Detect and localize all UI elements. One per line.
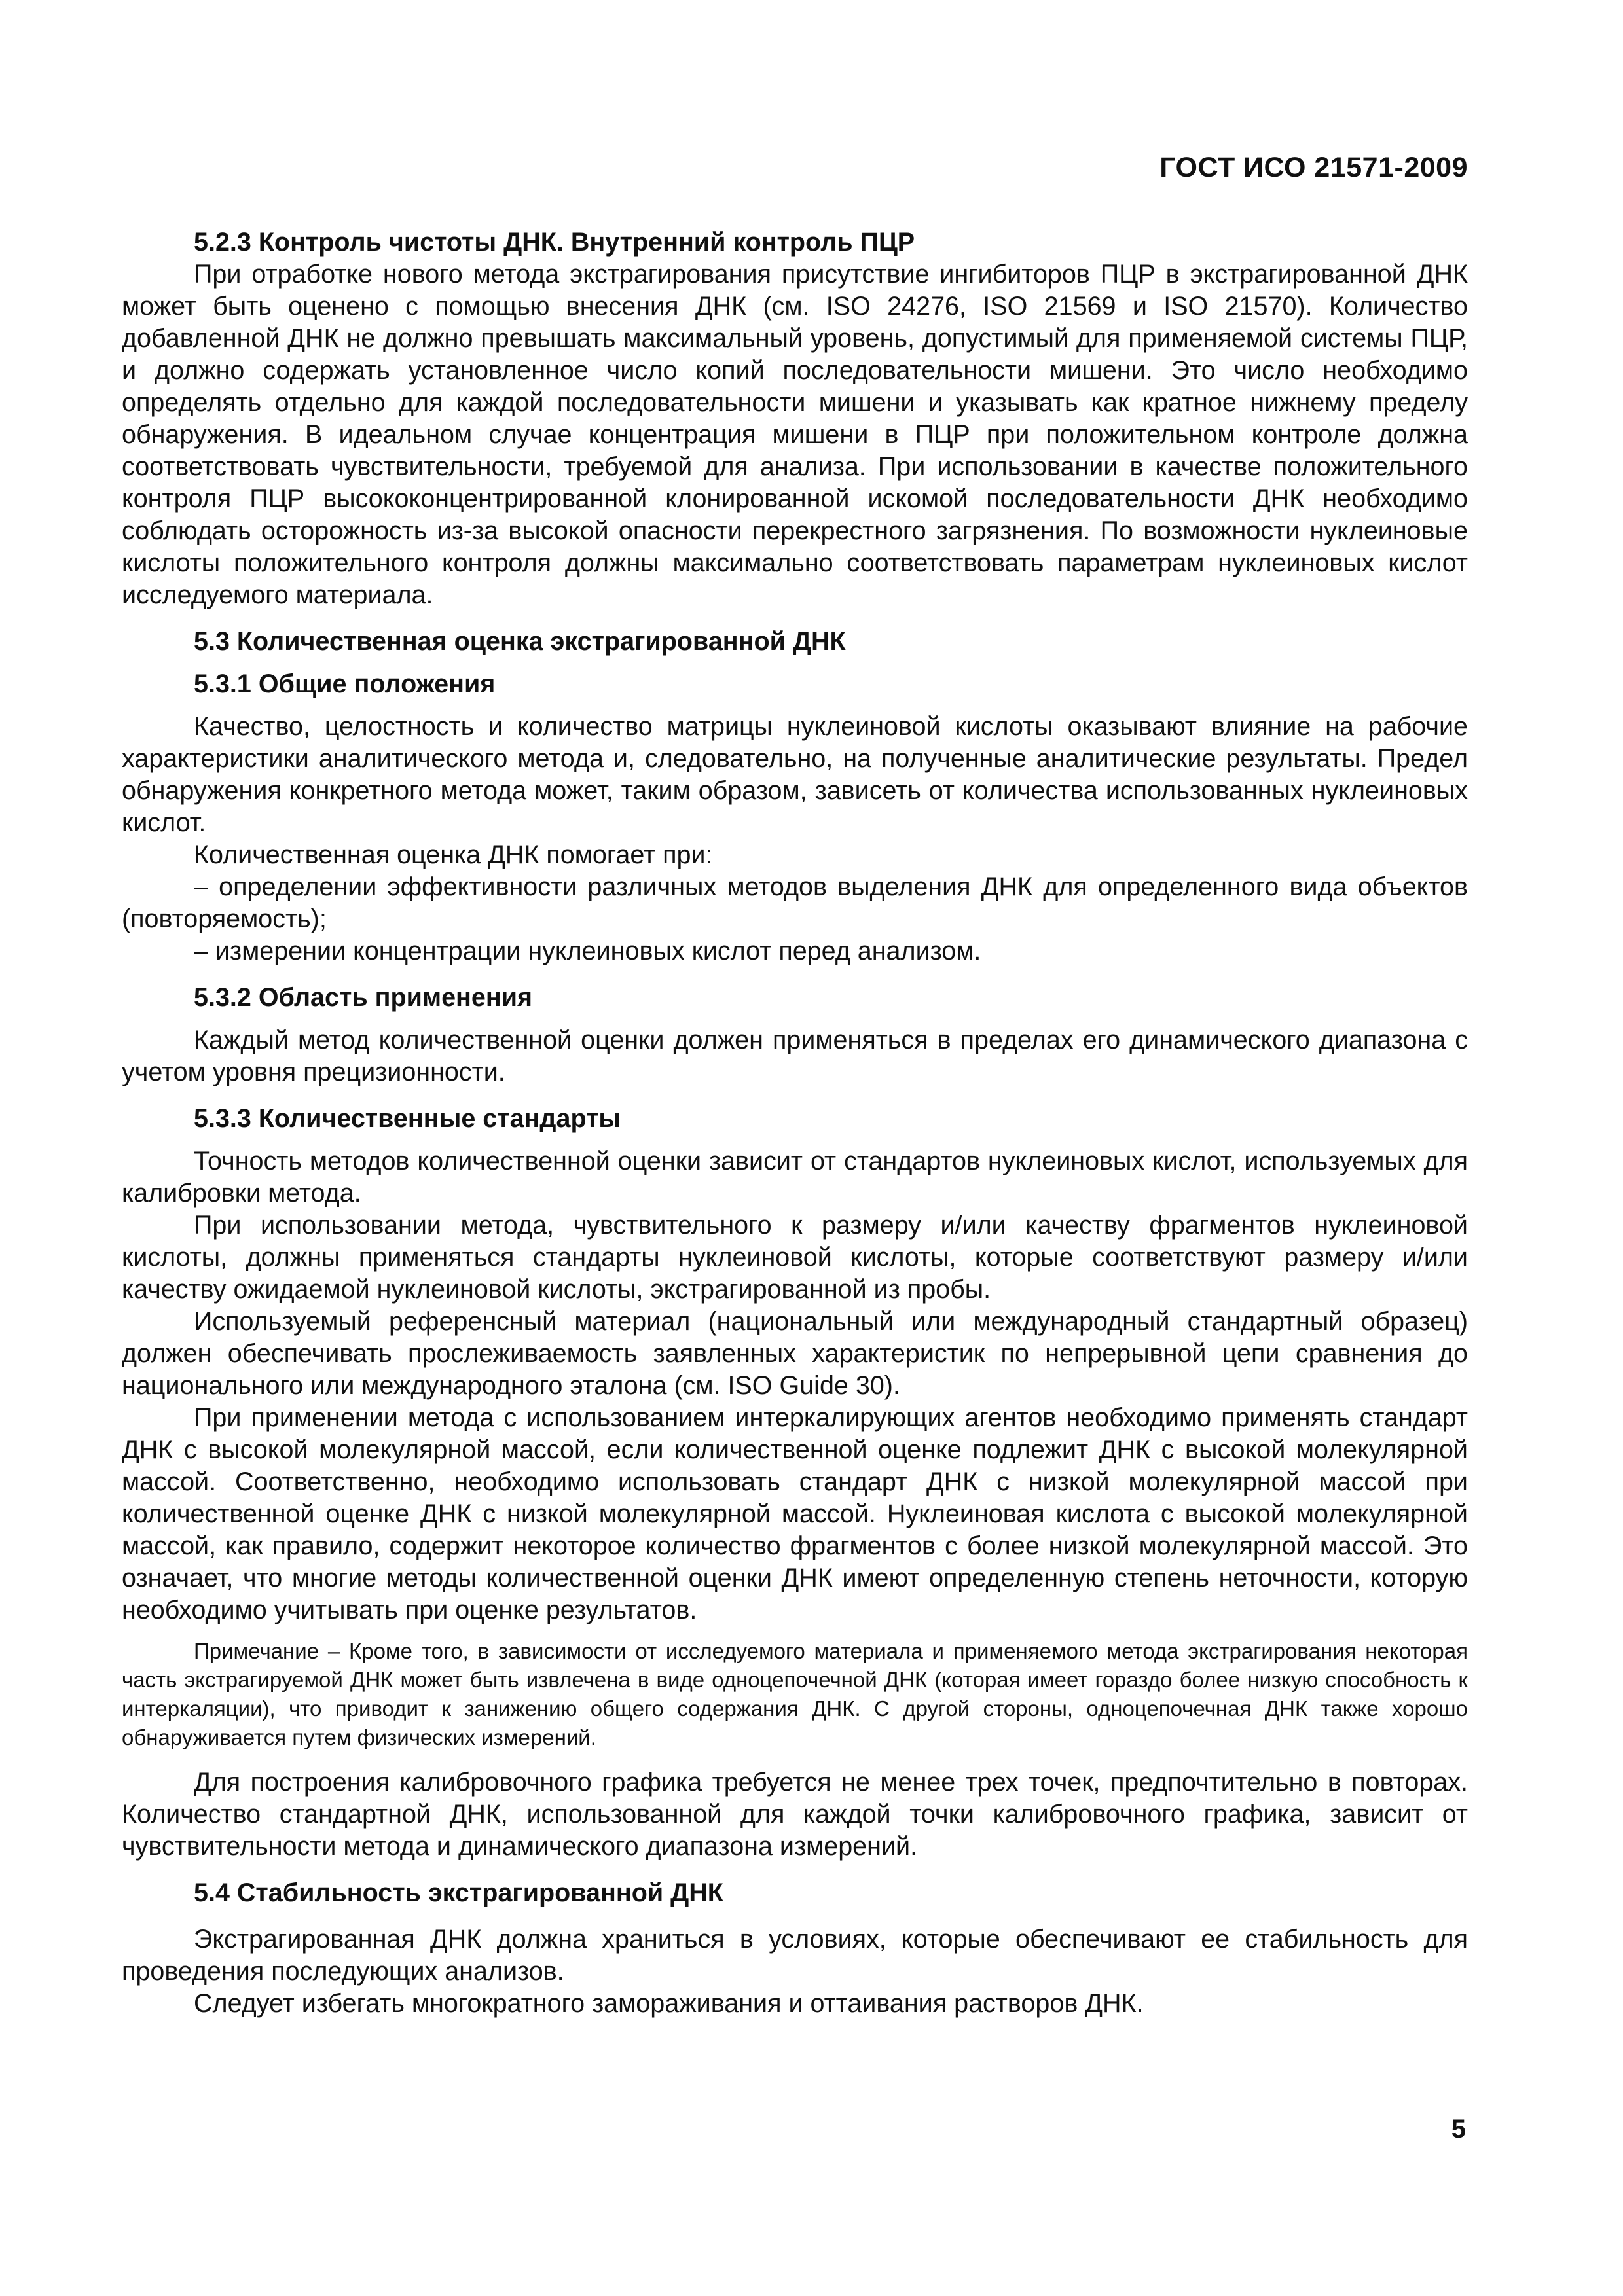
paragraph: Точность методов количественной оценки зависит от стандартов нуклеиновых кислот, используемых для калибровки метода.	[122, 1147, 1468, 1208]
paragraph: Количественная оценка ДНК помогает при:	[194, 840, 713, 869]
section-heading-5-3: 5.3 Количественная оценка экстрагированной ДНК	[194, 627, 846, 656]
section-heading-5-3-2: 5.3.2 Область применения	[194, 983, 533, 1012]
paragraph: Для построения калибровочного графика требуется не менее трех точек, предпочтительно в повторах. Количество стандартной ДНК, использованной для каждой точки калибровочного графика, зависит от чувствительности метода и динамического диапазона измерений.	[122, 1768, 1468, 1861]
list-item: – измерении концентрации нуклеиновых кислот перед анализом.	[194, 937, 981, 965]
paragraph: Следует избегать многократного замораживания и оттаивания растворов ДНК.	[194, 1989, 1144, 2018]
paragraph: Экстрагированная ДНК должна храниться в условиях, которые обеспечивают ее стабильность для проведения последующих анализов.	[122, 1925, 1468, 1986]
paragraph: Используемый референсный материал (национальный или международный стандартный образец) должен обеспечивать прослеживаемость заявленных характеристик по непрерывной цепи сравнения до национального или международного эталона (см. ISO Guide 30).	[122, 1307, 1468, 1400]
paragraph: При применении метода с использованием интеркалирующих агентов необходимо применять стандарт ДНК с высокой молекулярной массой, если количественной оценке подлежит ДНК с высокой молекулярной массой. Соответственно, необходимо использовать стандарт ДНК с низкой молекулярной массой при количественной оценке ДНК с низкой молекулярной массой. Нуклеиновая кислота с высокой молекулярной массой, как правило, содержит некоторое количество фрагментов с более низкой молекулярной массой. Это означает, что многие методы количественной оценки ДНК имеют определенную степень неточности, которую необходимо учитывать при оценке результатов.	[122, 1403, 1468, 1624]
section-heading-5-2-3: 5.2.3 Контроль чистоты ДНК. Внутренний контроль ПЦР	[194, 228, 915, 257]
list-item: – определении эффективности различных методов выделения ДНК для определенного вида объектов (повторяемость);	[122, 872, 1468, 933]
section-heading-5-3-3: 5.3.3 Количественные стандарты	[194, 1104, 621, 1133]
section-heading-5-4: 5.4 Стабильность экстрагированной ДНК	[194, 1878, 723, 1907]
page-number: 5	[1451, 2115, 1466, 2144]
document-body	[122, 226, 1468, 2020]
note: Примечание – Кроме того, в зависимости от исследуемого материала и применяемого метода экстрагирования некоторая часть экстрагируемой ДНК может быть извлечена в виде одноцепочечной ДНК (которая имеет гораздо более низкую способность к интеркаляции), что приводит к занижению общего содержания ДНК. С другой стороны, одноцепочечная ДНК также хорошо обнаруживается путем физических измерений.	[122, 1639, 1468, 1749]
paragraph: При отработке нового метода экстрагирования присутствие ингибиторов ПЦР в экстрагированной ДНК может быть оценено с помощью внесения ДНК (см. ISO 24276, ISO 21569 и ISO 21570). Количество добавленной ДНК не должно превышать максимальный уровень, допустимый для применяемой системы ПЦР, и должно содержать установленное число копий последовательности мишени. Это число необходимо определять отдельно для каждой последовательности мишени и указывать как кратное нижнему пределу обнаружения. В идеальном случае концентрация мишени в ПЦР при положительном контроле должна соответствовать чувствительности, требуемой для анализа. При использовании в качестве положительного контроля ПЦР высококонцентрированной клонированной искомой последовательности ДНК необходимо соблюдать осторожность из-за высокой опасности перекрестного загрязнения. По возможности нуклеиновые кислоты положительного контроля должны максимально соответствовать параметрам нуклеиновых кислот исследуемого материала.	[122, 260, 1468, 609]
paragraph: Качество, целостность и количество матрицы нуклеиновой кислоты оказывают влияние на рабочие характеристики аналитического метода и, следовательно, на полученные аналитические результаты. Предел обнаружения конкретного метода может, таким образом, зависеть от количества использованных нуклеиновых кислот.	[122, 712, 1468, 837]
paragraph: При использовании метода, чувствительного к размеру и/или качеству фрагментов нуклеиновой кислоты, должны применяться стандарты нуклеиновой кислоты, которые соответствуют размеру и/или качеству ожидаемой нуклеиновой кислоты, экстрагированной из пробы.	[122, 1211, 1468, 1304]
paragraph: Каждый метод количественной оценки должен применяться в пределах его динамического диапазона с учетом уровня прецизионности.	[122, 1026, 1468, 1086]
section-heading-5-3-1: 5.3.1 Общие положения	[194, 670, 496, 698]
document-id-header: ГОСТ ИСО 21571-2009	[1159, 152, 1468, 183]
